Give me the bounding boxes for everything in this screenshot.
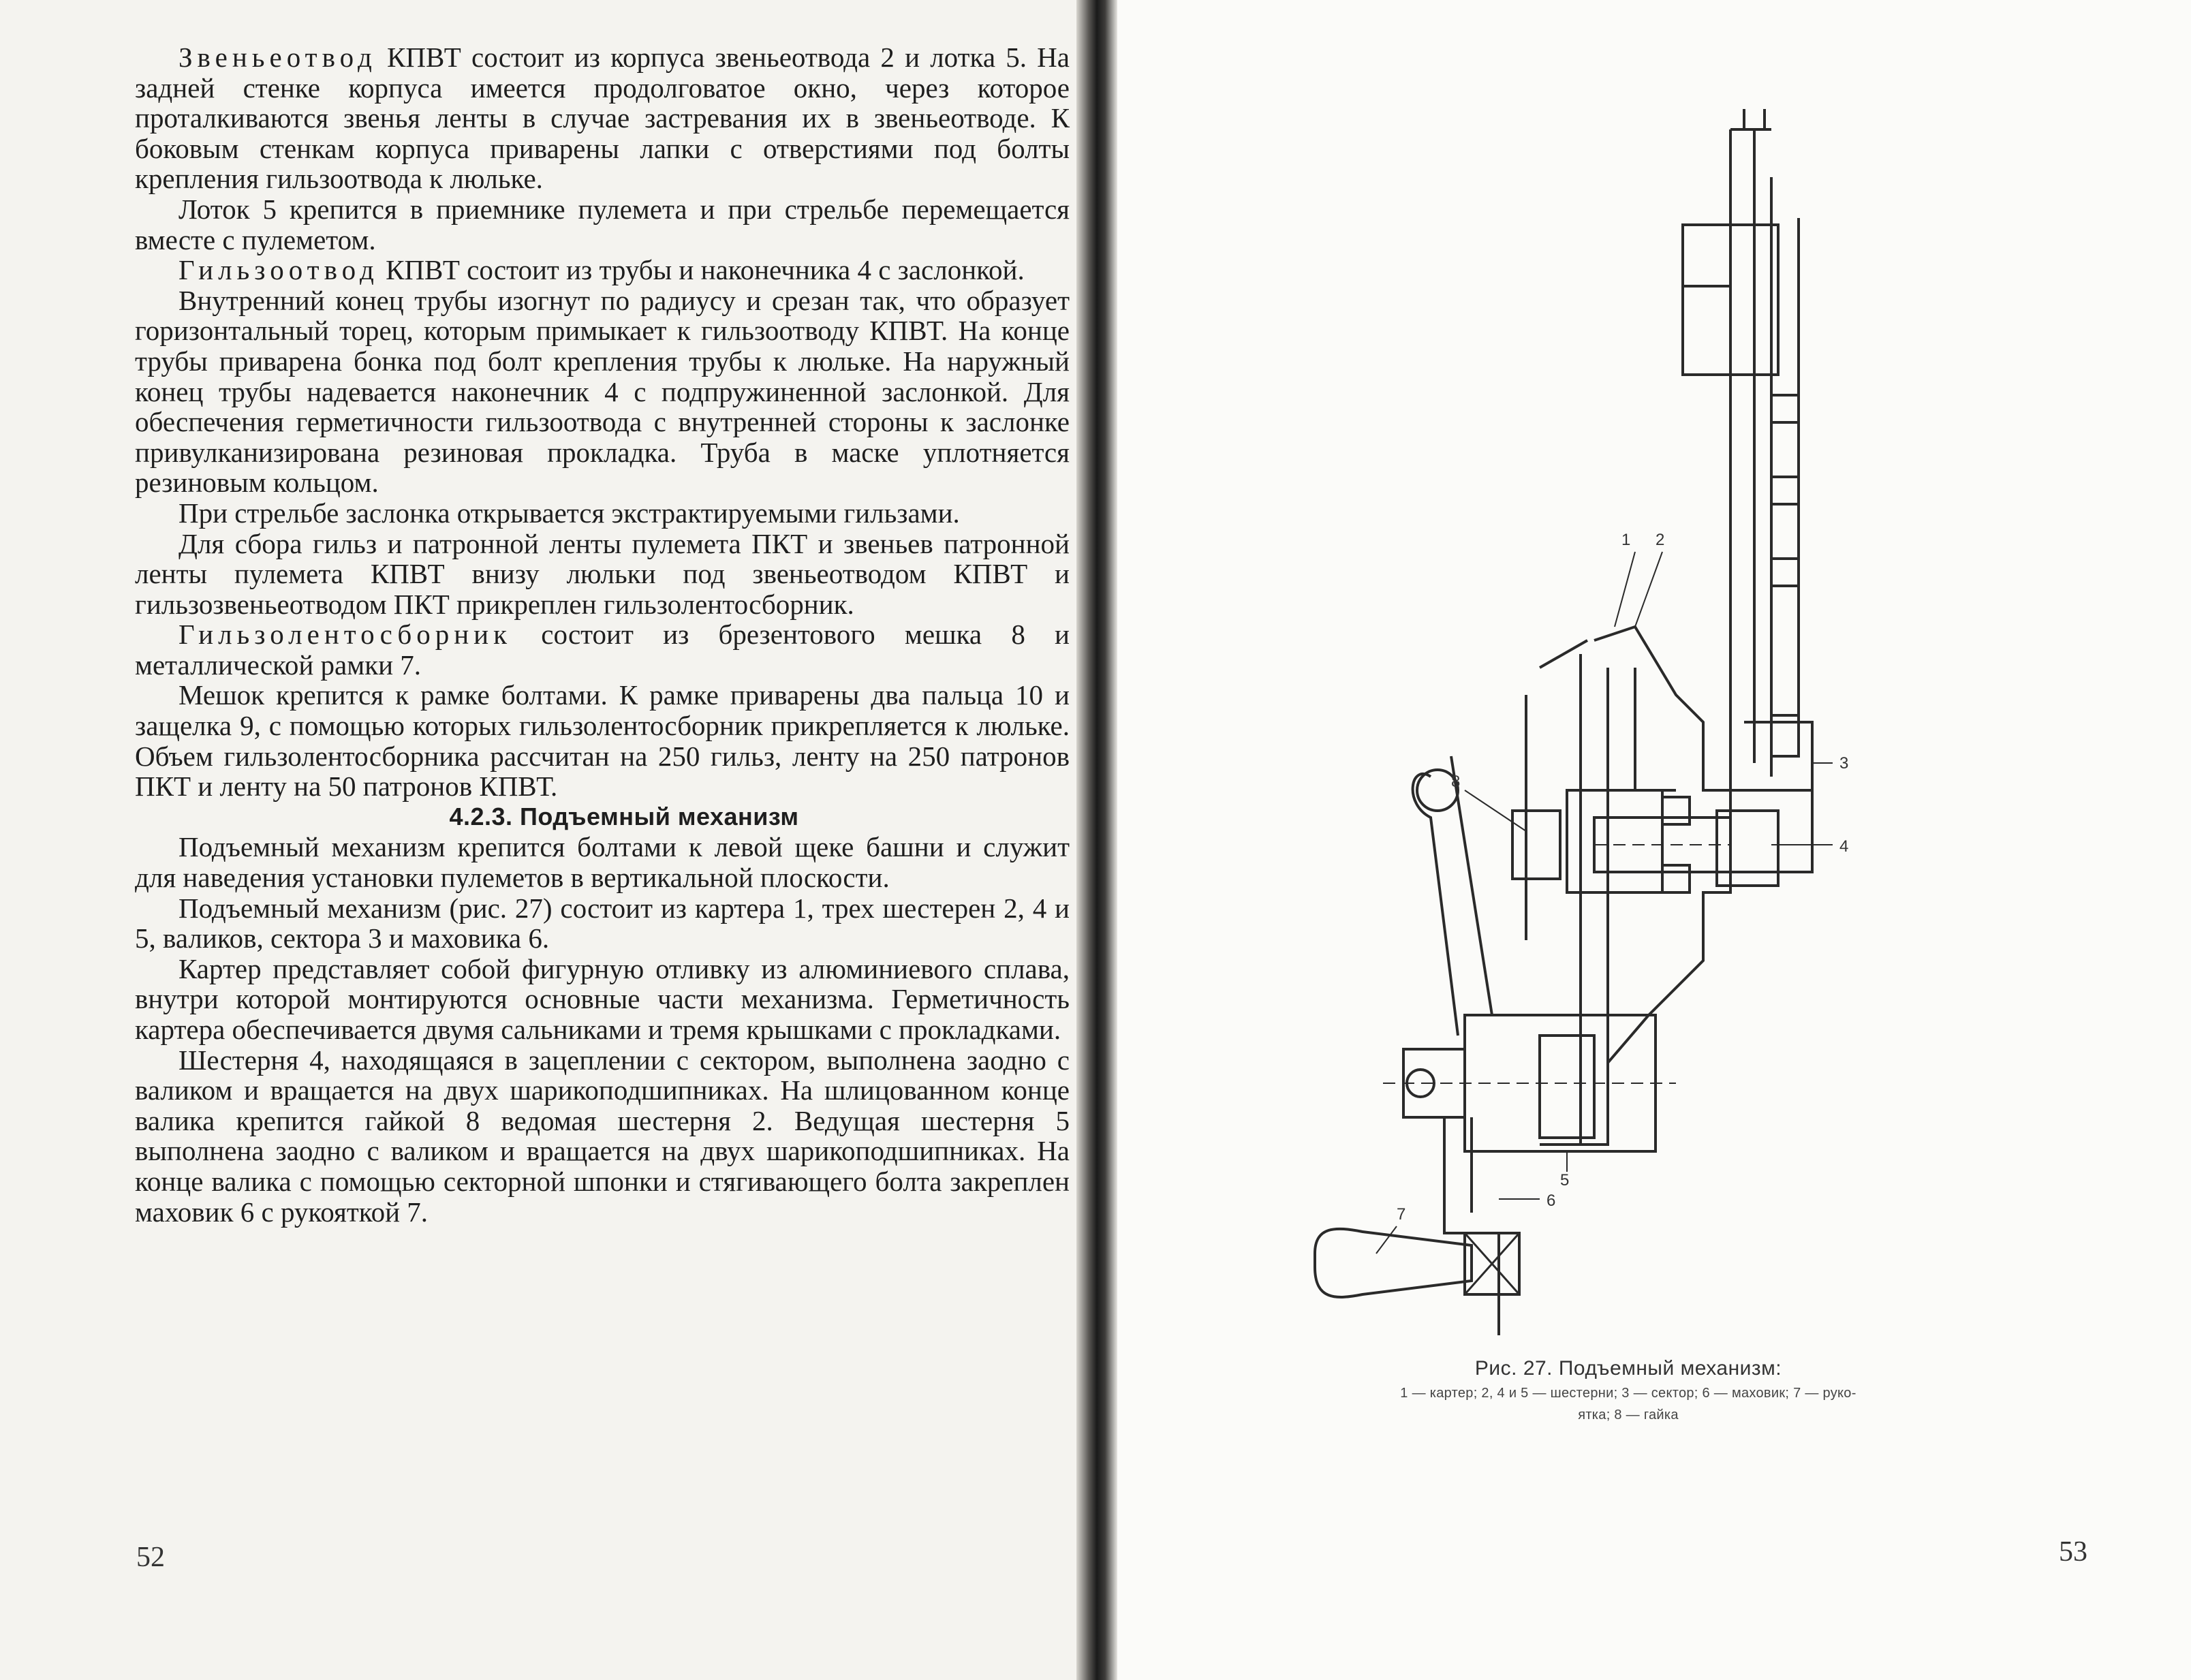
- paragraph-9: Подъемный механизм крепится болтами к левой щеке башни и служит для наведения установки пулеметов в вертикальной плоскости.: [135, 831, 1070, 894]
- label-2: 2: [1656, 531, 1665, 549]
- label-4: 4: [1839, 837, 1849, 856]
- term-gilzolentosbornik: Гильзолентосборник: [178, 619, 512, 651]
- paragraph-8: Мешок крепится к рамке болтами. К рамке приварены два пальца 10 и защелка 9, с помощью которых гильзолентосборник прикрепляется к люльке. Объем гильзолентосборника рассчитан на 250 гильз, ленту на 250 патронов ПКТ и ленту на 50 патронов КПВТ.: [135, 679, 1070, 803]
- paragraph-12: Шестерня 4, находящаяся в зацеплении с сектором, выполнена заодно с валиком и вращается на двух шарикоподшипниках. На шлицованном конце валика крепится гайкой 8 ведомая шестерня 2. Ведущая шестерня 5 выполнена заодно с валиком и вращается на двух шарикоподшипниках. На конце валика с помощью секторной шпонки и стягивающего болта закреплен маховик 6 с рукояткой 7.: [135, 1044, 1070, 1228]
- mechanism-drawing: [1294, 109, 1880, 1335]
- paragraph-2: Лоток 5 крепится в приемнике пулемета и при стрельбе перемещается вместе с пулеметом.: [135, 193, 1070, 255]
- label-3: 3: [1839, 754, 1849, 773]
- book-gutter: [1076, 0, 1117, 1680]
- caption-title: Рис. 27. Подъемный механизм:: [1474, 1357, 1782, 1380]
- page-number-right: 53: [2059, 1536, 2087, 1568]
- caption-legend-line-1: 1 — картер; 2, 4 и 5 — шестерни; 3 — сектор; 6 — маховик; 7 — руко-: [1400, 1386, 1856, 1401]
- figure-caption: [1254, 1357, 2003, 1424]
- paragraph-3: Гильзоотвод КПВТ состоит из трубы и наконечника 4 с заслонкой.: [178, 254, 1025, 286]
- handle-7: [1315, 1229, 1472, 1297]
- paragraph-11: Картер представляет собой фигурную отливку из алюминиевого сплава, внутри которой монтируются основные части механизма. Герметичность картера обеспечивается двумя сальниками и тремя крышками с прокладками.: [135, 952, 1070, 1045]
- left-text-column: [135, 42, 1070, 1227]
- label-7: 7: [1397, 1205, 1406, 1224]
- caption-legend-line-2: ятка; 8 — гайка: [1578, 1407, 1679, 1422]
- paragraph-10: Подъемный механизм (рис. 27) состоит из картера 1, трех шестерен 2, 4 и 5, валиков, сектора 3 и маховика 6.: [135, 892, 1070, 954]
- paragraph-4: Внутренний конец трубы изогнут по радиусу и срезан так, что образует горизонтальный торец, которым примыкает к гильзоотводу КПВТ. На конце трубы приварена бонка под болт крепления трубы к люльке. На наружный конец трубы надевается наконечник 4 с подпружиненной заслонкой. Для обеспечения герметичности гильзоотвода с внутренней стороны к заслонке привулканизирована резиновая прокладка. Труба в маске уплотняется резиновым кольцом.: [135, 284, 1070, 499]
- nut-8: [1512, 811, 1560, 879]
- label-6: 6: [1547, 1192, 1556, 1210]
- paragraph-6: Для сбора гильз и патронной ленты пулемета ПКТ и звеньев патронной ленты пулемета КПВТ внизу люльки под звеньеотводом КПВТ и гильзозвеньеотводом ПКТ прикреплен гильзолентосборник.: [135, 527, 1070, 620]
- label-1: 1: [1621, 531, 1631, 549]
- gear-4: [1717, 811, 1778, 886]
- term-gilzootvod: Гильзоотвод: [178, 254, 379, 286]
- paragraph-7: Гильзолентосборник состоит из брезентового мешка 8 и металлической рамки 7.: [135, 619, 1070, 681]
- label-8: 8: [1451, 773, 1461, 791]
- paragraph-5: При стрельбе заслонка открывается экстрактируемыми гильзами.: [178, 497, 960, 529]
- label-5: 5: [1560, 1171, 1570, 1189]
- section-heading: 4.2.3. Подъемный механизм: [449, 802, 799, 830]
- figure-27-lifting-mechanism: [1294, 109, 1880, 1335]
- term-zvenyeotvod: Звеньеотвод: [178, 42, 377, 73]
- page-number-left: 52: [136, 1542, 165, 1573]
- paragraph-1: Звеньеотвод КПВТ состоит из корпуса звеньеотвода 2 и лотка 5. На задней стенке корпуса имеется продолговатое окно, через которое проталкиваются звенья ленты в случае застревания их в звеньеотводе. К боковым стенкам корпуса приварены лапки с отверстиями под болты крепления гильзоотвода к люльке.: [135, 42, 1070, 195]
